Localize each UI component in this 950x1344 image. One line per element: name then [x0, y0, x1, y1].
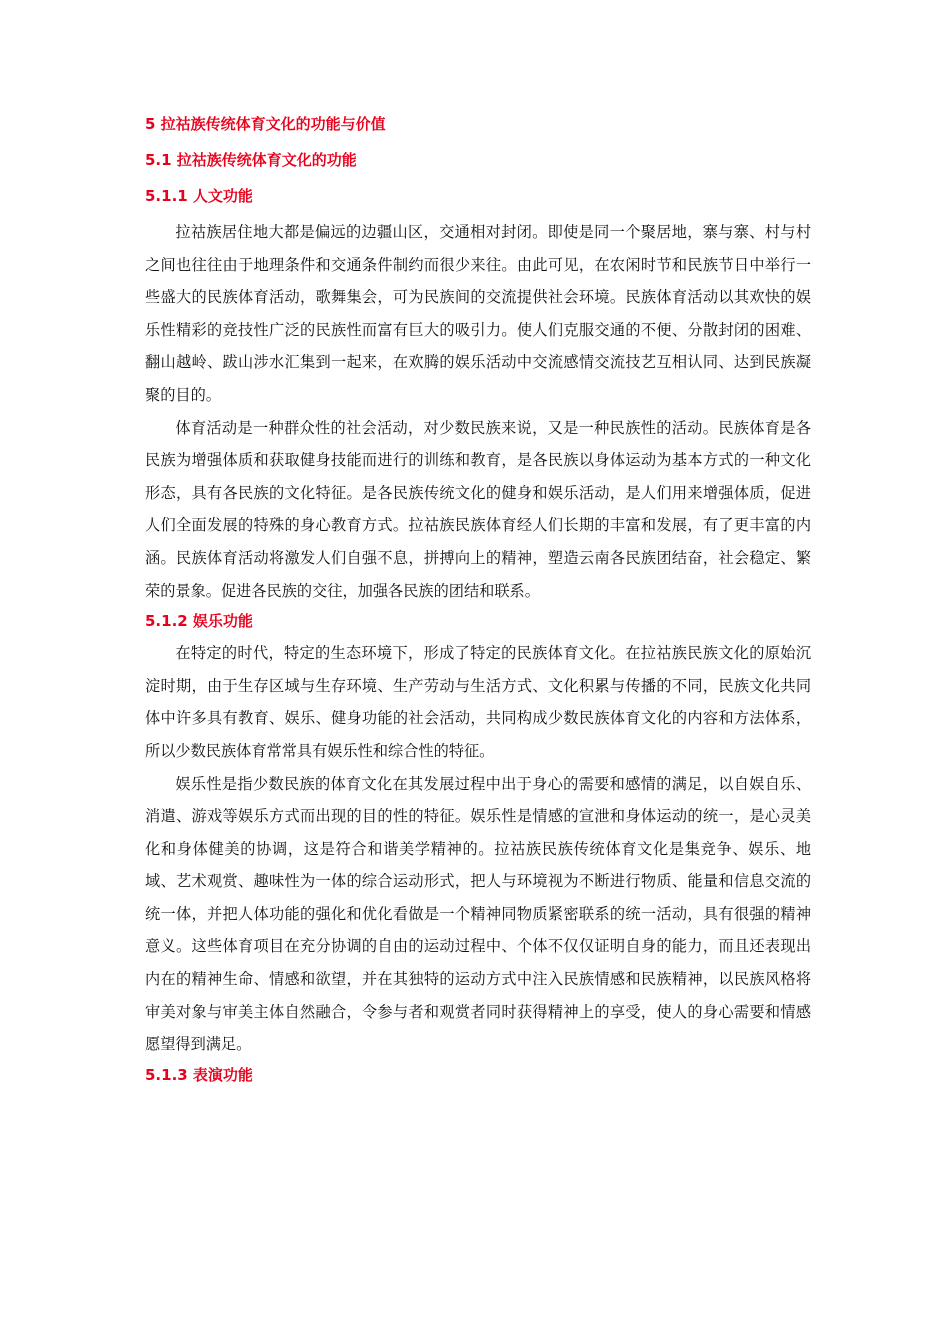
- paragraph-humanistic-1: 拉祜族居住地大都是偏远的边疆山区，交通相对封闭。即使是同一个聚居地，寨与寨、村与村之间也往往由于地理条件和交通条件制约而很少来往。由此可见，在农闲时节和民族节日中举行一些盛大的民族体育活动，歌舞集会，可为民族间的交流提供社会环境。民族体育活动以其欢快的娱乐性精彩的竞技性广泛的民族性而富有巨大的吸引力。使人们克服交通的不便、分散封闭的困难、翻山越岭、跋山涉水汇集到一起来，在欢腾的娱乐活动中交流感情交流技艺互相认同、达到民族凝聚的目的。: [145, 223, 811, 404]
- heading-subsection-5-1-3: 5.1.3 表演功能: [145, 1065, 253, 1084]
- paragraph-entertainment-1: 在特定的时代，特定的生态环境下，形成了特定的民族体育文化。在拉祜族民族文化的原始沉淀时期，由于生存区域与生存环境、生产劳动与生活方式、文化积累与传播的不同，民族文化共同体中许多具有教育、娱乐、健身功能的社会活动，共同构成少数民族体育文化的内容和方法体系，所以少数民族体育常常具有娱乐性和综合性的特征。: [145, 644, 811, 760]
- heading-subsection-5-1-1: 5.1.1 人文功能: [145, 187, 253, 205]
- heading-subsection-5-1-2: 5.1.2 娱乐功能: [145, 612, 253, 631]
- heading-section-5-1: 5.1 拉祜族传统体育文化的功能: [145, 151, 357, 169]
- paragraph-entertainment-2: 娱乐性是指少数民族的体育文化在其发展过程中出于身心的需要和感情的满足，以自娱自乐、消遣、游戏等娱乐方式而出现的目的性的特征。娱乐性是情感的宣泄和身体运动的统一，是心灵美化和身体健美的协调，这是符合和谐美学精神的。拉祜族民族传统体育文化是集竞争、娱乐、地域、艺术观赏、趣味性为一体的综合运动形式，把人与环境视为不断进行物质、能量和信息交流的统一体，并把人体功能的强化和优化看做是一个精神同物质紧密联系的统一活动，具有很强的精神意义。这些体育项目在充分协调的自由的运动过程中、个体不仅仅证明自身的能力，而且还表现出内在的精神生命、情感和欲望，并在其独特的运动方式中注入民族情感和民族精神，以民族风格将审美对象与审美主体自然融合，令参与者和观赏者同时获得精神上的享受，使人的身心需要和情感愿望得到满足。: [145, 774, 811, 1054]
- document-body: [145, 112, 811, 1091]
- heading-chapter-5: 5 拉祜族传统体育文化的功能与价值: [145, 115, 386, 133]
- paragraph-humanistic-2: 体育活动是一种群众性的社会活动，对少数民族来说，又是一种民族性的活动。民族体育是各民族为增强体质和获取健身技能而进行的训练和教育，是各民族以身体运动为基本方式的一种文化形态，具有各民族的文化特征。是各民族传统文化的健身和娱乐活动，是人们用来增强体质，促进人们全面发展的特殊的身心教育方式。拉祜族民族体育经人们长期的丰富和发展，有了更丰富的内涵。民族体育活动将激发人们自强不息，拼搏向上的精神，塑造云南各民族团结奋，社会稳定、繁荣的景象。促进各民族的交往，加强各民族的团结和联系。: [145, 418, 811, 600]
